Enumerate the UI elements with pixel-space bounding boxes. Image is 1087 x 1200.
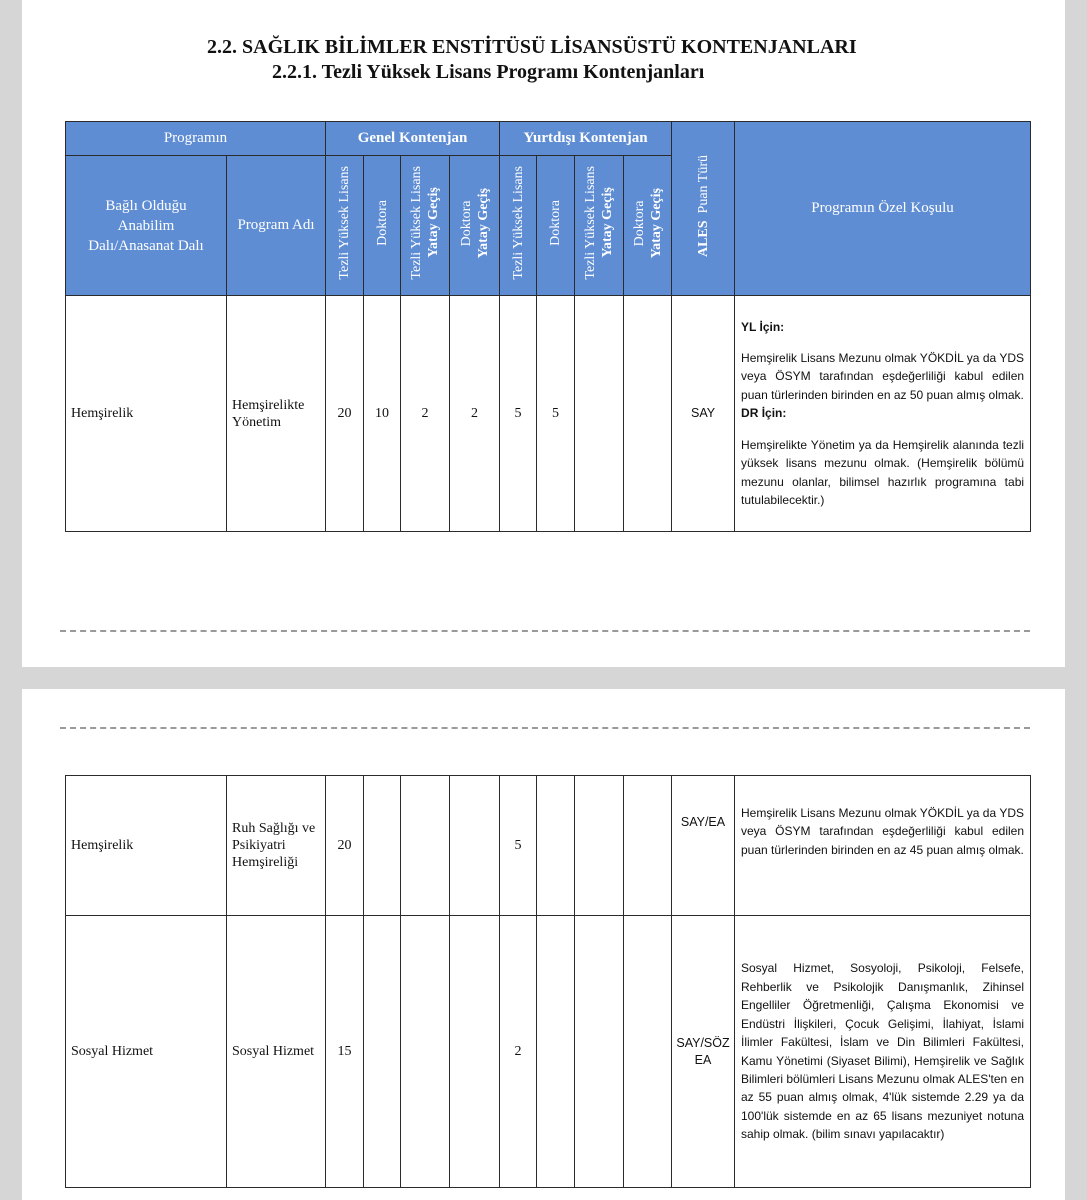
cell-puan-turu: SAY	[672, 296, 735, 532]
header-program-adi: Program Adı	[227, 156, 326, 296]
header-genel-tezli-yl: Tezli Yüksek Lisans	[326, 156, 364, 296]
cell-yurtdisi-tyl: 5	[500, 776, 537, 916]
page-break-line	[60, 727, 1030, 729]
yl-label: YL İçin:	[741, 319, 785, 334]
cell-ozel-kosul: Hemşirelik Lisans Mezunu olmak YÖKDİL ya da YDS veya ÖSYM tarafından eşdeğerliliği kabul edilen puan türlerinden birinden en az 45 puan almış olmak.	[735, 776, 1031, 916]
cell-yurtdisi-dok	[537, 916, 575, 1188]
header-ozel-kosul: Programın Özel Koşulu	[735, 122, 1031, 296]
yl-text: Hemşirelik Lisans Mezunu olmak YÖKDİL ya da YDS veya ÖSYM tarafından eşdeğerliliği kabul edilen puan türlerinden birinden en az 50 puan almış olmak.	[741, 351, 1025, 402]
cell-genel-dok-yg: 2	[450, 296, 500, 532]
header-programin: Programın	[66, 122, 326, 156]
cell-program: Sosyal Hizmet	[227, 916, 326, 1188]
header-yurtdisi-tezli-yl-yatay: Tezli Yüksek Lisans Yatay Geçiş	[575, 156, 624, 296]
cell-yurtdisi-dok-yg	[624, 916, 672, 1188]
page-break-line	[60, 630, 1030, 632]
header-genel-doktora: Doktora	[364, 156, 401, 296]
cell-ozel-kosul	[735, 296, 1031, 532]
cell-genel-tyl-yg	[401, 776, 450, 916]
header-yurtdisi-doktora-yatay: Doktora Yatay Geçiş	[624, 156, 672, 296]
cell-genel-tyl: 20	[326, 296, 364, 532]
cell-program: Ruh Sağlığı ve Psikiyatri Hemşireliği	[227, 776, 326, 916]
dr-text: Hemşirelikte Yönetim ya da Hemşirelik alanında tezli yüksek lisans mezunu olmak. (Hemşirelik bölümü mezunu olanlar, bilimsel hazırlık programına tabi tutulabilecektir.)	[741, 437, 1025, 507]
document-page-2	[22, 689, 1065, 1200]
cell-genel-dok-yg	[450, 916, 500, 1188]
cell-genel-tyl-yg: 2	[401, 296, 450, 532]
cell-genel-tyl: 15	[326, 916, 364, 1188]
cell-anabilim: Hemşirelik	[66, 296, 227, 532]
cell-anabilim: Hemşirelik	[66, 776, 227, 916]
cell-yurtdisi-tyl: 2	[500, 916, 537, 1188]
header-genel-tezli-yl-yatay: Tezli Yüksek Lisans Yatay Geçiş	[401, 156, 450, 296]
cell-anabilim: Sosyal Hizmet	[66, 916, 227, 1188]
cell-genel-dok	[364, 916, 401, 1188]
cell-yurtdisi-dok-yg	[624, 296, 672, 532]
cell-puan-turu: SAY/SÖZ EA	[672, 916, 735, 1188]
header-genel-doktora-yatay: Doktora Yatay Geçiş	[450, 156, 500, 296]
cell-puan-turu: SAY/EA	[672, 776, 735, 916]
cell-yurtdisi-dok	[537, 776, 575, 916]
cell-yurtdisi-tyl-yg	[575, 776, 624, 916]
document-page-1	[22, 0, 1065, 667]
header-yurtdisi-tezli-yl: Tezli Yüksek Lisans	[500, 156, 537, 296]
cell-yurtdisi-dok-yg	[624, 776, 672, 916]
quota-table	[65, 121, 1031, 532]
header-genel-kontenjan: Genel Kontenjan	[326, 122, 500, 156]
cell-genel-tyl-yg	[401, 916, 450, 1188]
cell-genel-dok	[364, 776, 401, 916]
cell-yurtdisi-dok: 5	[537, 296, 575, 532]
header-ales-puan-turu: ALES Puan Türü	[672, 122, 735, 296]
table-row	[66, 916, 1031, 1188]
cell-genel-dok: 10	[364, 296, 401, 532]
header-anabilim-dali: Bağlı Olduğu Anabilim Dalı/Anasanat Dalı	[66, 156, 227, 296]
cell-yurtdisi-tyl-yg	[575, 916, 624, 1188]
dr-label: DR İçin:	[741, 406, 787, 421]
cell-genel-tyl: 20	[326, 776, 364, 916]
cell-genel-dok-yg	[450, 776, 500, 916]
cell-yurtdisi-tyl: 5	[500, 296, 537, 532]
header-yurtdisi-kontenjan: Yurtdışı Kontenjan	[500, 122, 672, 156]
cell-ozel-kosul: Sosyal Hizmet, Sosyoloji, Psikoloji, Felsefe, Rehberlik ve Psikolojik Danışmanlık, Zihinsel Engelliler Öğretmenliği, Çalışma Ekonomisi ve Endüstri İlişkileri, Çocuk Gelişimi, İlahiyat, İslami İlimler Fakültesi, İslam ve Din Bilimleri Fakültesi, Kamu Yönetimi (Siyaset Bilimi), Hemşirelik ve Sağlık Bilimleri bölümleri Lisans Mezunu olmak ALES'ten en az 55 puan almış olmak, 4'lük sistemde 2.29 ya da 100'lük sistemde en az 65 lisans mezuniyet notuna sahip olmak. (bilim sınavı yapılacaktır)	[735, 916, 1031, 1188]
quota-table-continued	[65, 775, 1031, 1188]
header-yurtdisi-doktora: Doktora	[537, 156, 575, 296]
table-row	[66, 776, 1031, 916]
cell-program: Hemşirelikte Yönetim	[227, 296, 326, 532]
section-title: 2.2. SAĞLIK BİLİMLER ENSTİTÜSÜ LİSANSÜSTÜ KONTENJANLARI	[207, 36, 857, 58]
cell-yurtdisi-tyl-yg	[575, 296, 624, 532]
subsection-title: 2.2.1. Tezli Yüksek Lisans Programı Kontenjanları	[272, 61, 705, 83]
table-row	[66, 296, 1031, 532]
